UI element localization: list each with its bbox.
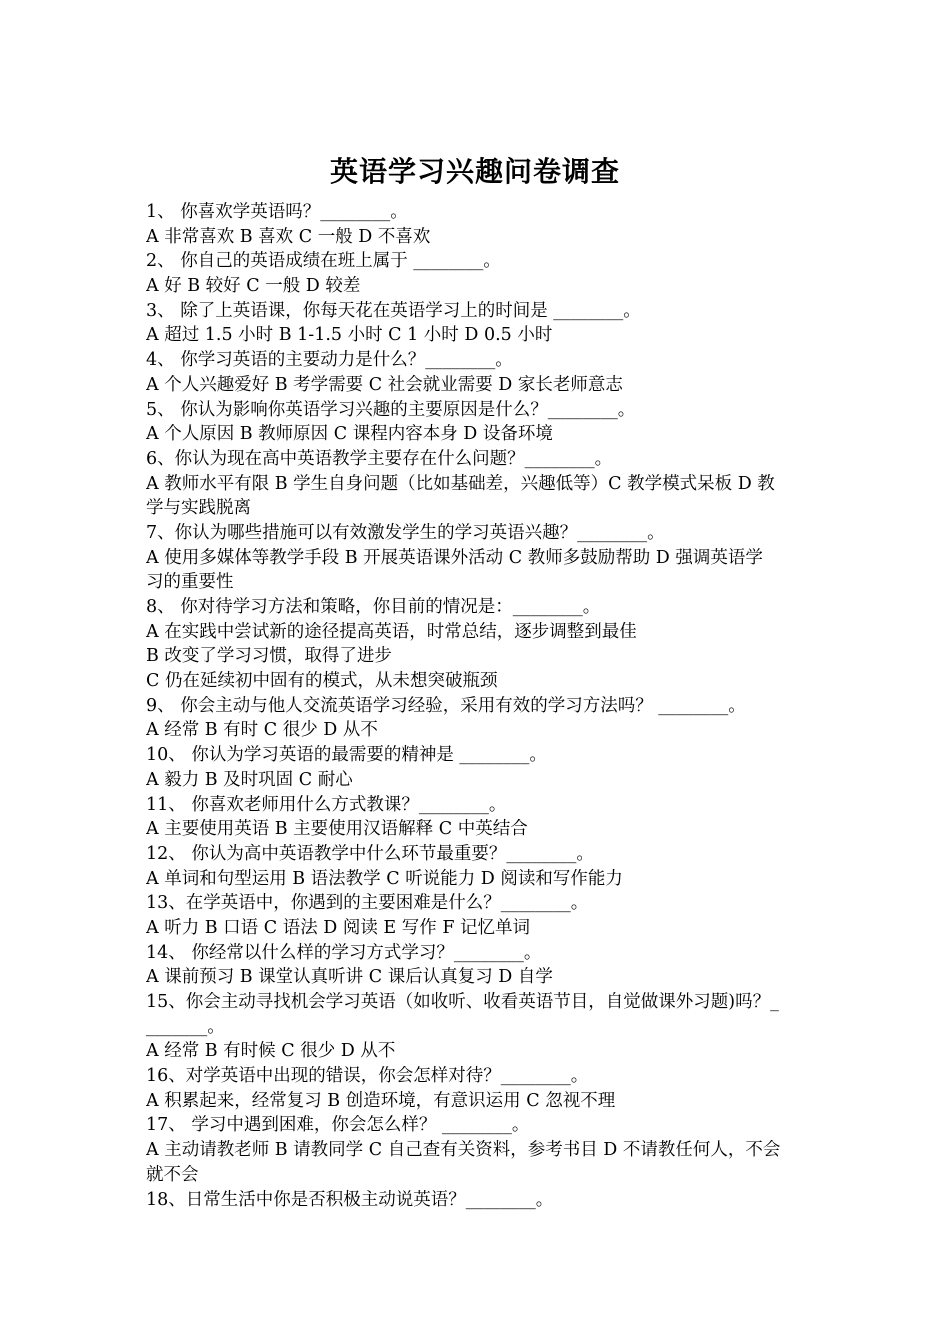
text-line: A 主动请教老师 B 请教同学 C 自己查有关资料，参考书目 D 不请教任何人，不会 xyxy=(146,1140,781,1161)
text-line: 18、日常生活中你是否积极主动说英语？________。 xyxy=(146,1189,554,1210)
text-line: A 听力 B 口语 C 语法 D 阅读 E 写作 F 记忆单词 xyxy=(146,917,531,938)
text-line: 就不会 xyxy=(146,1164,199,1185)
text-line: A 经常 B 有时 C 很少 D 从不 xyxy=(146,720,378,741)
text-line: A 主要使用英语 B 主要使用汉语解释 C 中英结合 xyxy=(146,819,528,840)
text-line: A 积累起来，经常复习 B 创造环境，有意识运用 C 忽视不理 xyxy=(146,1090,616,1111)
text-line: B 改变了学习习惯，取得了进步 xyxy=(146,646,392,667)
text-line: 6、你认为现在高中英语教学主要存在什么问题？________。 xyxy=(146,448,613,469)
text-line: A 超过 1.5 小时 B 1-1.5 小时 C 1 小时 D 0.5 小时 xyxy=(146,325,553,346)
questionnaire-body xyxy=(146,200,814,1212)
text-line: 15、你会主动寻找机会学习英语（如收听、收看英语节目，自觉做课外习题)吗？_ xyxy=(146,992,779,1012)
document-title: 英语学习兴趣问卷调查 xyxy=(329,155,620,188)
text-line: 16、对学英语中出现的错误，你会怎样对待？________。 xyxy=(146,1066,589,1087)
text-line: 9、 你会主动与他人交流英语学习经验，采用有效的学习方法吗？ ________。 xyxy=(146,695,746,716)
text-line: A 非常喜欢 B 喜欢 C 一般 D 不喜欢 xyxy=(146,226,431,247)
text-line: A 单词和句型运用 B 语法教学 C 听说能力 D 阅读和写作能力 xyxy=(146,868,623,889)
text-line: 8、 你对待学习方法和策略，你目前的情况是：________。 xyxy=(146,597,601,617)
text-line: A 课前预习 B 课堂认真听讲 C 课后认真复习 D 自学 xyxy=(146,967,553,988)
text-line: 7、你认为哪些措施可以有效激发学生的学习英语兴趣？________。 xyxy=(146,522,665,543)
text-line: _______。 xyxy=(146,1016,225,1037)
text-line: A 个人兴趣爱好 B 考学需要 C 社会就业需要 D 家长老师意志 xyxy=(146,374,623,395)
text-line: A 个人原因 B 教师原因 C 课程内容本身 D 设备环境 xyxy=(146,424,553,445)
text-line: A 经常 B 有时候 C 很少 D 从不 xyxy=(146,1041,396,1062)
text-line: 2、 你自己的英语成绩在班上属于 ________。 xyxy=(146,251,501,272)
text-line: 11、 你喜欢老师用什么方式教课？________。 xyxy=(146,794,507,815)
text-line: A 在实践中尝试新的途径提高英语，时常总结，逐步调整到最佳 xyxy=(146,621,637,642)
text-line: A 毅力 B 及时巩固 C 耐心 xyxy=(146,769,353,790)
text-line: 3、 除了上英语课，你每天花在英语学习上的时间是 ________。 xyxy=(146,300,641,321)
text-line: 12、 你认为高中英语教学中什么环节最重要？________。 xyxy=(146,843,594,864)
text-line: 学与实践脱离 xyxy=(146,498,251,519)
text-line: 14、 你经常以什么样的学习方式学习？________。 xyxy=(146,942,542,963)
text-line: A 使用多媒体等教学手段 B 开展英语课外活动 C 教师多鼓励帮助 D 强调英语学 xyxy=(146,547,763,568)
text-line: 5、 你认为影响你英语学习兴趣的主要原因是什么？________。 xyxy=(146,399,636,420)
text-line: 4、 你学习英语的主要动力是什么？________。 xyxy=(146,350,513,371)
text-line: 习的重要性 xyxy=(146,572,234,593)
text-line: 10、 你认为学习英语的最需要的精神是 ________。 xyxy=(146,745,547,766)
text-line: 1、 你喜欢学英语吗？________。 xyxy=(146,202,408,222)
text-line: 13、在学英语中，你遇到的主要困难是什么？________。 xyxy=(146,893,589,914)
text-line: A 教师水平有限 B 学生自身问题（比如基础差，兴趣低等）C 教学模式呆板 D 教 xyxy=(146,473,775,494)
text-line: A 好 B 较好 C 一般 D 较差 xyxy=(146,276,361,297)
text-line: 17、 学习中遇到困难，你会怎么样？ ________。 xyxy=(146,1115,530,1136)
text-line: C 仍在延续初中固有的模式，从未想突破瓶颈 xyxy=(146,671,498,692)
